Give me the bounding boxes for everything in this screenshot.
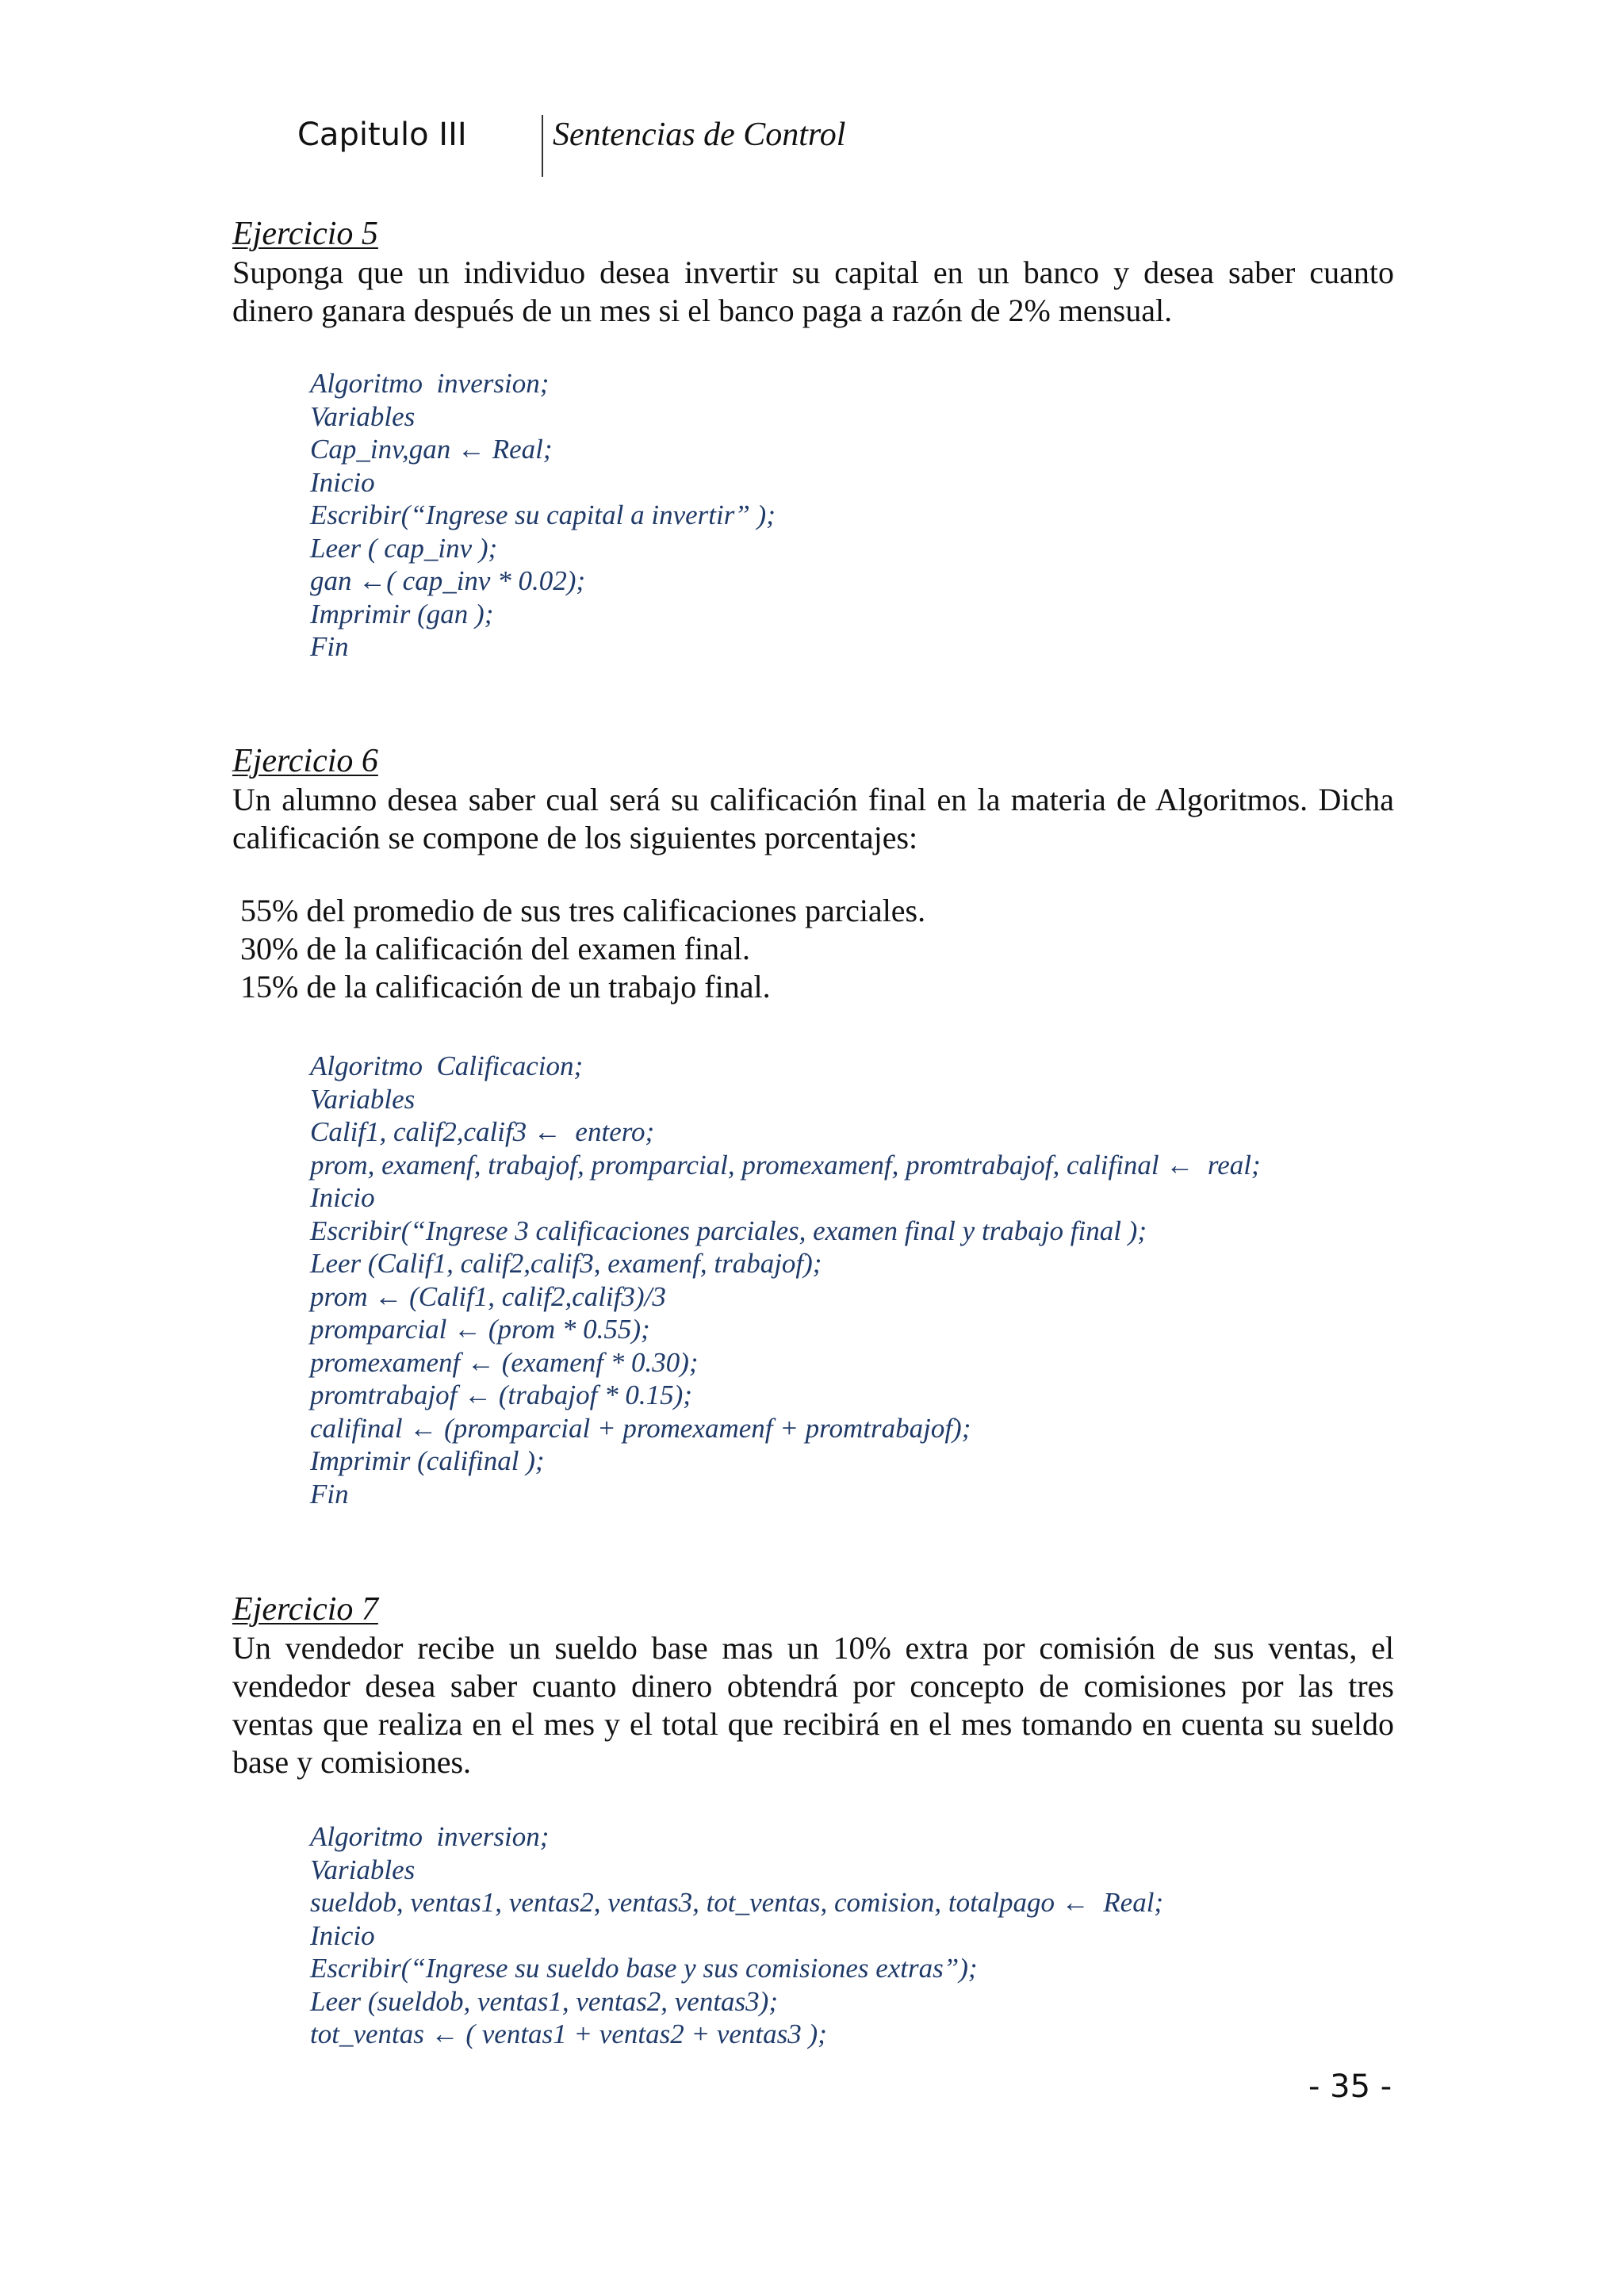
code-block-exercise-7 — [310, 1820, 1420, 2051]
code-line: Escribir(“Ingrese su sueldo base y sus comisiones extras”); — [310, 1953, 978, 1984]
list-item: 15% de la calificación de un trabajo final. — [240, 969, 771, 1004]
code-line: gan ←( cap_inv * 0.02); — [310, 565, 586, 596]
code-line: Variables — [310, 1083, 416, 1115]
list-item: 55% del promedio de sus tres calificaciones parciales. — [240, 893, 926, 928]
list-item: 30% de la calificación del examen final. — [240, 931, 751, 966]
code-line: Algoritmo inversion; — [310, 1821, 550, 1852]
chapter-label: Capitulo III — [297, 117, 467, 153]
code-line: prom, examenf, trabajof, promparcial, promexamenf, promtrabajof, califinal ← real; — [310, 1149, 1261, 1181]
code-line: Inicio — [310, 1919, 375, 1951]
exercise-statement: Suponga que un individuo desea invertir su capital en un banco y desea saber cuanto dinero ganara después de un mes si el banco paga a razón de 2% mensual. — [232, 254, 1394, 328]
exercise-7 — [232, 1590, 1394, 1781]
exercise-statement: Un alumno desea saber cual será su calificación final en la materia de Algoritmos. Dicha calificación se compone de los siguientes porcentajes: — [232, 782, 1394, 855]
exercise-statement: Un vendedor recibe un sueldo base mas un 10% extra por comisión de sus ventas, el vendedor desea saber cuanto dinero obtendrá por concepto de comisiones por las tres ventas que realiza en el mes y el total que recibirá en el mes tomando en cuenta su sueldo base y comisiones. — [232, 1630, 1394, 1780]
code-line: Cap_inv,gan ← Real; — [310, 434, 553, 465]
exercise-title: Ejercicio 6 — [232, 743, 378, 779]
exercise-title: Ejercicio 5 — [232, 216, 378, 252]
code-line: Variables — [310, 1854, 416, 1885]
percentage-list — [232, 892, 1394, 1006]
code-line: califinal ← (promparcial + promexamenf + promtrabajof); — [310, 1412, 971, 1444]
section-title: Sentencias de Control — [553, 117, 846, 153]
code-line: Leer ( cap_inv ); — [310, 532, 498, 564]
code-line: promparcial ← (prom * 0.55); — [310, 1314, 650, 1345]
code-line: Variables — [310, 400, 416, 432]
code-line: Fin — [310, 631, 349, 662]
exercise-6 — [232, 741, 1394, 1006]
page-number: - 35 - — [1308, 2068, 1392, 2105]
code-line: Leer (sueldob, ventas1, ventas2, ventas3); — [310, 1985, 778, 2017]
code-line: Algoritmo inversion; — [310, 368, 550, 399]
code-line: Calif1, calif2,calif3 ← entero; — [310, 1116, 655, 1147]
exercise-5 — [232, 214, 1394, 330]
code-line: prom ← (Calif1, calif2,calif3)/3 — [310, 1280, 666, 1312]
code-line: promexamenf ← (examenf * 0.30); — [310, 1346, 699, 1378]
code-line: Leer (Calif1, calif2,calif3, examenf, trabajof); — [310, 1248, 822, 1279]
exercise-title: Ejercicio 7 — [232, 1591, 378, 1628]
code-line: Escribir(“Ingrese 3 calificaciones parciales, examen final y trabajo final ); — [310, 1215, 1147, 1246]
code-line: promtrabajof ← (trabajof * 0.15); — [310, 1380, 692, 1410]
code-line: tot_ventas ← ( ventas1 + ventas2 + ventas3 ); — [310, 2019, 827, 2049]
code-line: Inicio — [310, 466, 375, 498]
code-line: Inicio — [310, 1182, 375, 1213]
code-block-exercise-5 — [310, 367, 1420, 664]
code-line: Fin — [310, 1478, 349, 1510]
code-line: Imprimir (gan ); — [310, 598, 494, 629]
code-line: Imprimir (califinal ); — [310, 1445, 545, 1476]
code-line: Algoritmo Calificacion; — [310, 1050, 584, 1081]
code-line: Escribir(“Ingrese su capital a invertir” ); — [310, 499, 776, 530]
code-line: sueldob, ventas1, ventas2, ventas3, tot_ventas, comision, totalpago ← Real; — [310, 1887, 1164, 1918]
code-block-exercise-6 — [310, 1050, 1420, 1510]
header-divider — [542, 115, 543, 177]
